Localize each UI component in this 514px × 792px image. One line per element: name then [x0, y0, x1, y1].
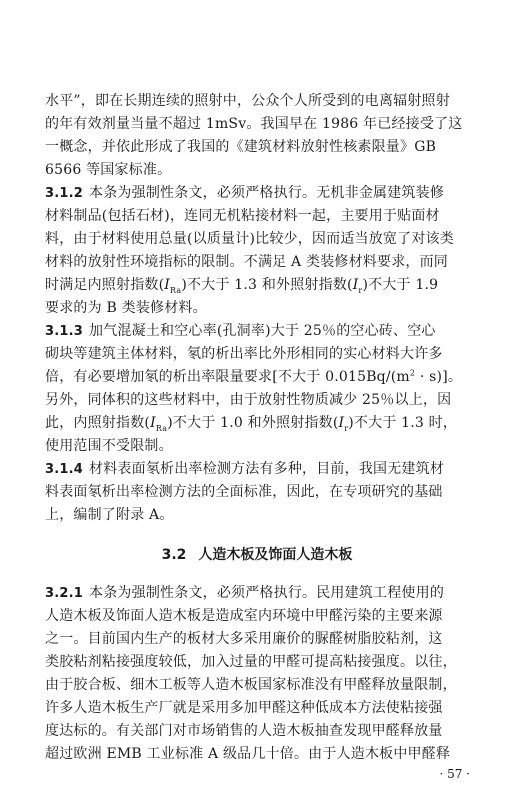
paragraph-line: 由于胶合板、细木工板等人造木板国家标准没有甲醛释放量限制， [45, 677, 457, 693]
text-run: )不大于 1.9 [362, 277, 439, 293]
paragraph-line: 砌块等建筑主体材料，氡的析出率比外形相同的实心材料大许多 [45, 346, 443, 362]
paragraph-line: 一概念，并依此形成了我国的《建筑材料放射性核素限量》GB [45, 139, 437, 155]
index-symbol: I [338, 415, 345, 431]
index-subscript: r [358, 285, 363, 295]
clause-text: 本条为强制性条文，必须严格执行。民用建筑工程使用的 [89, 585, 445, 601]
paragraph-line: 上，编制了附录 A。 [45, 507, 174, 523]
text-run: 此，内照射指数( [45, 415, 151, 431]
paragraph-line: 超过欧洲 EMB 工业标准 A 级品几十倍。由于人造木板中甲醛释 [45, 746, 451, 762]
index-symbol: I [164, 277, 170, 293]
clause-number: 3.1.4 [45, 462, 84, 477]
unit-superscript: 2 [409, 368, 416, 378]
paragraph-line: 度达标的。有关部门对市场销售的人造木板抽查发现甲醛释放量 [45, 723, 443, 739]
paragraph-line [45, 412, 475, 434]
clause-text: 本条为强制性条文，必须严格执行。无机非金属建筑装修 [89, 185, 445, 201]
text-run: · s)]。 [415, 369, 463, 385]
paragraph-line: 材料的放射性环境指标的限制。不满足 A 类装修材料要求，而同 [45, 254, 449, 270]
paragraph-line: 料，由于材料使用总量(以质量计)比较少，因而适当放宽了对该类 [45, 231, 454, 247]
clause-number: 3.1.2 [45, 186, 84, 201]
paragraph-line: 之一。目前国内生产的板材大多采用廉价的脲醛树脂胶粘剂，这 [45, 631, 443, 647]
text-run: 倍，有必要增加氡的析出率限量要求[不大于 0.015Bq/(m [45, 369, 410, 385]
page-number: · 57 · [439, 767, 470, 781]
index-subscript: Ra [155, 423, 168, 433]
clause-3-1-4-line [45, 458, 475, 481]
text-run: )不大于 1.3 时， [348, 415, 458, 431]
clause-text: 加气混凝土和空心率(孔洞率)大于 25％的空心砖、空心 [89, 323, 436, 339]
paragraph-line: 使用范围不受限制。 [45, 438, 173, 454]
clause-number: 3.2.1 [45, 586, 84, 601]
index-subscript: r [344, 423, 349, 433]
paragraph-line: 水平”，即在长期连续的照射中，公众个人所受到的电离辐射照射 [45, 93, 450, 109]
paragraph-line: 6566 等国家标准。 [45, 162, 172, 178]
clause-number: 3.1.3 [45, 324, 84, 339]
paragraph-line: 料表面氡析出率检测方法的全面标准，因此，在专项研究的基础 [45, 484, 443, 500]
text-run: )不大于 1.0 和外照射指数( [167, 415, 339, 431]
paragraph-line: 要求的为 B 类装修材料。 [45, 300, 207, 316]
paragraph-line [45, 366, 475, 388]
paragraph-line: 许多人造木板生产厂就是采用多加甲醛这种低成本方法使粘接强 [45, 700, 443, 716]
index-symbol: I [352, 277, 359, 293]
index-subscript: Ra [170, 285, 182, 295]
paragraph-line: 人造木板及饰面人造木板是造成室内环境中甲醛污染的主要来源 [45, 608, 443, 624]
section-title: 人造木板及饰面人造木板 [198, 547, 353, 563]
clause-3-1-3-line [45, 320, 475, 343]
paragraph-line: 类胶粘剂粘接强度较低，加入过量的甲醛可提高粘接强度。以往， [45, 654, 457, 670]
paragraph-line: 材料制品(包括石材)，连同无机粘接材料一起，主要用于贴面材 [45, 208, 440, 224]
section-heading [0, 544, 514, 566]
clause-3-1-2-line [45, 182, 475, 205]
paragraph-line: 的年有效剂量当量不超过 1mSv。我国早在 1986 年已经接受了这 [45, 116, 463, 132]
index-symbol: I [150, 415, 156, 431]
text-run: 时满足内照射指数( [45, 277, 165, 293]
clause-3-2-1-line [45, 582, 475, 605]
section-number: 3.2 [161, 547, 187, 563]
paragraph-line [45, 274, 475, 296]
text-run: )不大于 1.3 和外照射指数( [181, 277, 353, 293]
paragraph-line: 另外，同体积的这些材料中，由于放射性物质减少 25％以上，因 [45, 392, 452, 408]
clause-text: 材料表面氡析出率检测方法有多种，目前，我国无建筑材 [89, 461, 445, 477]
